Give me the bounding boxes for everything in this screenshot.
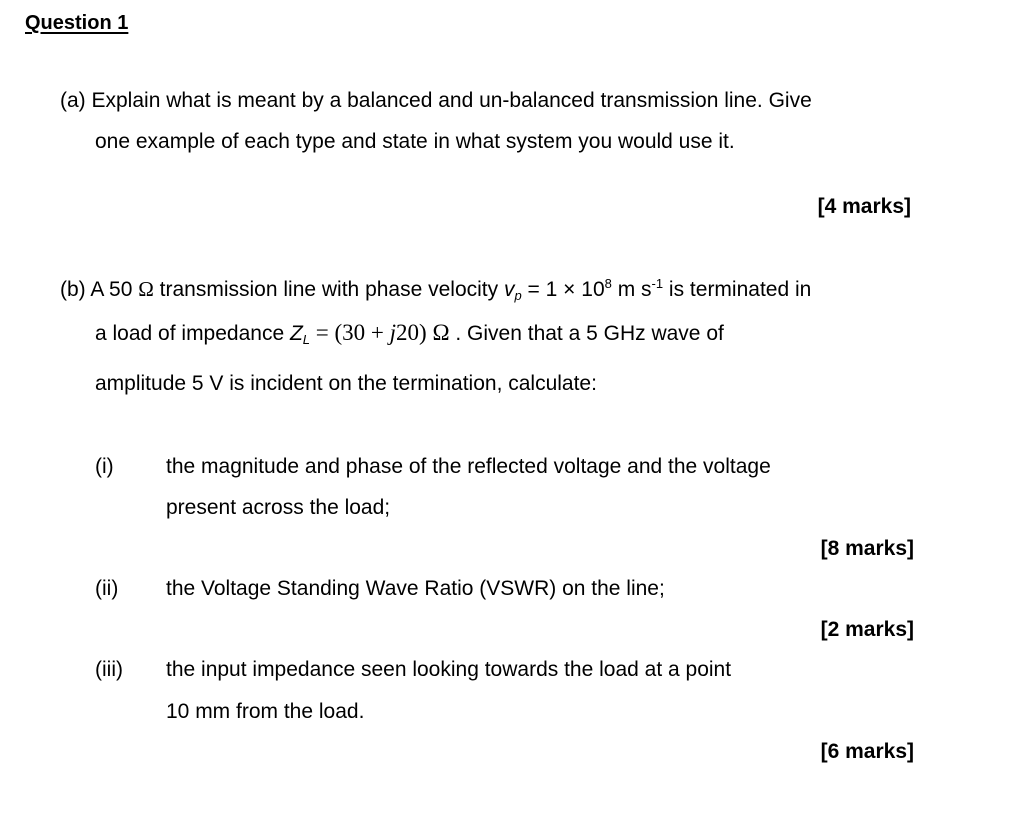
vp-subscript: p: [514, 288, 522, 303]
part-b-text: transmission line with phase velocity: [153, 278, 504, 301]
part-b-line-1-end: is terminated in: [663, 278, 812, 301]
vp-units-exponent: -1: [651, 276, 664, 291]
item-ii-marks: [2 marks]: [820, 618, 914, 641]
vp-exponent: 8: [604, 276, 612, 291]
part-a-line-1: (a) Explain what is meant by a balanced and un-balanced transmission line. Give: [60, 89, 812, 112]
item-iii-line-1: the input impedance seen looking towards the load at a point: [166, 658, 732, 681]
part-b-line-1: [60, 277, 811, 302]
zl-symbol: Z: [289, 322, 303, 345]
part-b-line-2-start: a load of impedance: [95, 322, 290, 345]
part-b-line-2: [95, 320, 724, 346]
zl-j: j: [389, 320, 397, 345]
item-ii-line-1: the Voltage Standing Wave Ratio (VSWR) on the line;: [166, 577, 665, 600]
part-a-marks: [4 marks]: [817, 195, 911, 218]
part-b-prefix: (b) A 50: [60, 278, 139, 301]
item-i-marks: [8 marks]: [820, 537, 914, 560]
vp-value: = 1 × 10: [521, 278, 605, 301]
vp-symbol: v: [503, 278, 515, 301]
item-iii-marks: [6 marks]: [820, 740, 914, 763]
zl-expression: = (30 +: [310, 320, 390, 345]
zl-expression-end: 20) Ω: [396, 320, 450, 345]
item-i-line-2: present across the load;: [166, 496, 391, 519]
item-iii-number: (iii): [95, 658, 123, 681]
part-b-line-2-end: . Given that a 5 GHz wave of: [449, 322, 724, 345]
question-title: Question 1: [25, 12, 129, 34]
item-i-line-1: the magnitude and phase of the reflected voltage and the voltage: [166, 455, 771, 478]
vp-units: m s: [611, 278, 652, 301]
item-i-number: (i): [95, 455, 114, 478]
item-iii-line-2: 10 mm from the load.: [166, 700, 365, 723]
part-b-line-3: amplitude 5 V is incident on the termination, calculate:: [95, 372, 597, 395]
zl-subscript: L: [302, 332, 311, 347]
item-ii-number: (ii): [95, 577, 119, 600]
part-a-line-2: one example of each type and state in what system you would use it.: [95, 130, 735, 153]
omega-symbol: Ω: [138, 277, 154, 301]
